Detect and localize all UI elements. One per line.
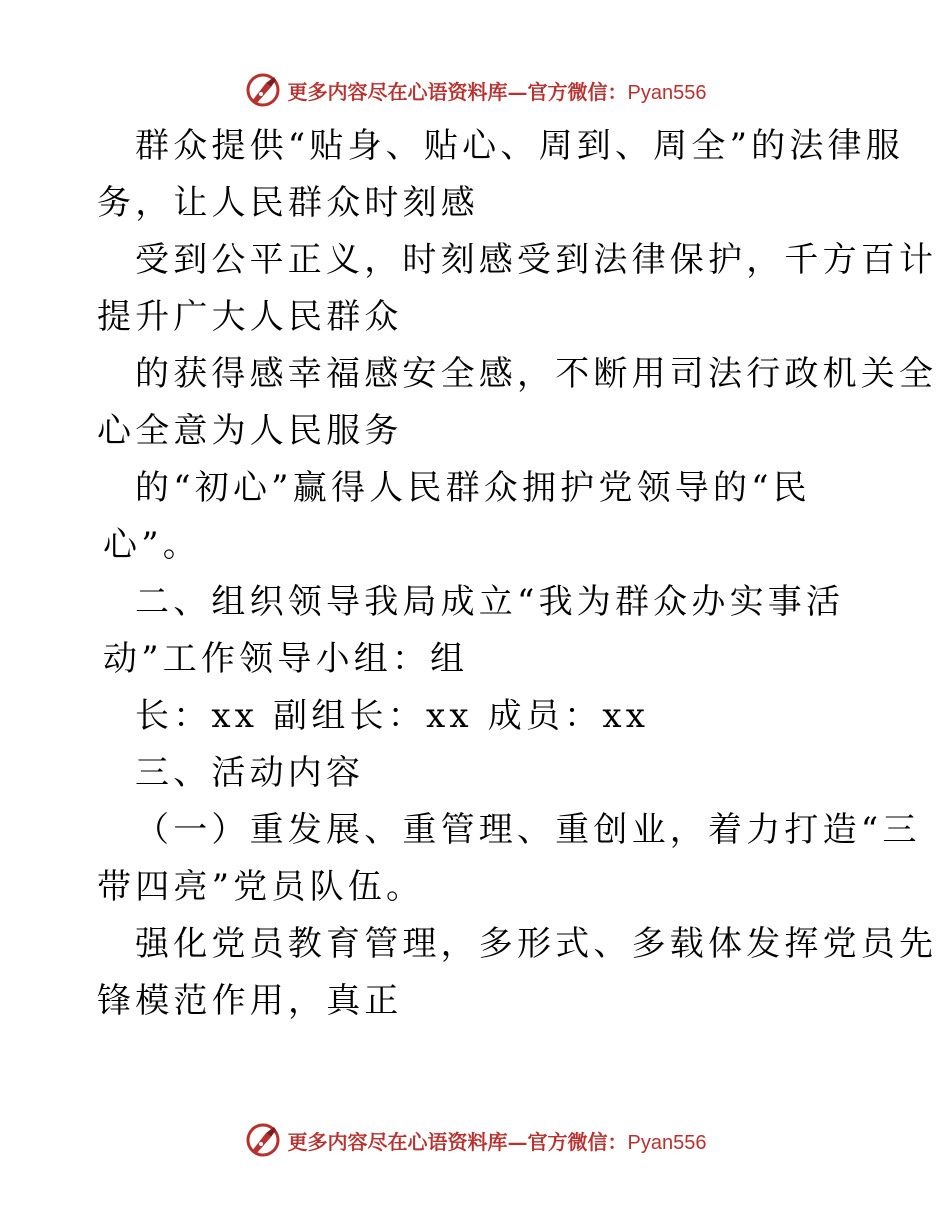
text-line: 的“初心”赢得人民群众拥护党领导的“民	[135, 468, 811, 508]
watermark-text: 更多内容尽在心语资料库—官方微信：Pyan556	[287, 79, 707, 104]
text-line: 心”。	[103, 525, 201, 565]
watermark-text: 更多内容尽在心语资料库—官方微信：Pyan556	[287, 1129, 707, 1154]
text-line: 带四亮”党员队伍。	[97, 867, 425, 907]
text-line: 强化党员教育管理，多形式、多载体发挥党员先	[135, 924, 938, 964]
text-line: 长：xx 副组长：xx 成员：xx	[135, 696, 650, 736]
header-watermark	[0, 68, 950, 112]
text-line: 动”工作领导小组：组	[103, 639, 469, 679]
text-line: 的获得感幸福感安全感，不断用司法行政机关全	[135, 354, 938, 394]
text-line: 务，让人民群众时刻感	[97, 183, 479, 223]
section-heading: 三、活动内容	[135, 753, 365, 793]
text-line: 锋模范作用，真正	[97, 981, 403, 1021]
document-body	[97, 118, 938, 1030]
text-line: 提升广大人民群众	[97, 297, 403, 337]
footer-watermark	[0, 1118, 950, 1162]
pen-nib-circle-icon	[244, 1121, 282, 1159]
section-heading: 二、组织领导我局成立“我为群众办实事活	[135, 582, 845, 622]
text-line: 心全意为人民服务	[97, 411, 403, 451]
pen-nib-circle-icon	[244, 71, 282, 109]
text-line: 群众提供“贴身、贴心、周到、周全”的法律服	[135, 126, 904, 166]
subsection-heading: （一）重发展、重管理、重创业，着力打造“三	[135, 810, 921, 850]
text-line: 受到公平正义，时刻感受到法律保护，千方百计	[135, 240, 938, 280]
